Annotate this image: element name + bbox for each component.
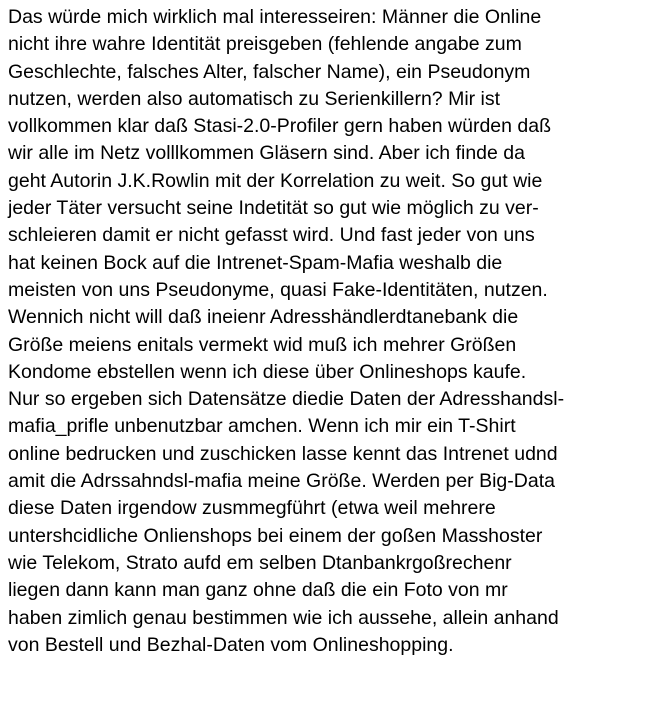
text-line: online bedrucken und zuschicken lasse kennt das Intrenet udnd	[8, 442, 558, 465]
text-line: nicht ihre wahre Identität preisgeben (fehlende angabe zum	[8, 33, 522, 56]
text-line: diese Daten irgendow zusmmegführt (etwa weil mehrere	[8, 497, 496, 520]
text-line: Wennich nicht will daß ineienr Adresshändlerdtanebank die	[8, 306, 519, 329]
text-line: haben zimlich genau bestimmen wie ich aussehe, allein anhand	[8, 606, 559, 629]
text-line: vollkommen klar daß Stasi-2.0-Profiler gern haben würden daß	[8, 115, 552, 138]
text-line: hat keinen Bock auf die Intrenet-Spam-Mafia weshalb die	[8, 251, 503, 274]
text-line: liegen dann kann man ganz ohne daß die ein Foto von mr	[8, 579, 508, 602]
text-line: meisten von uns Pseudonyme, quasi Fake-Identitäten, nutzen.	[8, 278, 548, 301]
text-line: jeder Täter versucht seine Indetität so gut wie möglich zu ver-	[8, 197, 539, 220]
text-line: nutzen, werden also automatisch zu Serienkillern? Mir ist	[8, 87, 501, 110]
text-line: von Bestell und Bezhal-Daten vom Onlineshopping.	[8, 633, 454, 656]
text-line: schleieren damit er nicht gefasst wird. Und fast jeder von uns	[8, 224, 535, 247]
text-line: wir alle im Netz volllkommen Gläsern sind. Aber ich finde da	[8, 142, 525, 165]
text-line: Das würde mich wirklich mal interesseiren: Männer die Online	[8, 6, 542, 28]
text-line: amit die Adrssahndsl-mafia meine Größe. Werden per Big-Data	[8, 470, 555, 493]
text-line: Nur so ergeben sich Datensätze diedie Daten der Adresshandsl-	[8, 388, 565, 411]
text-line: Größe meiens enitals vermekt wid muß ich mehrer Größen	[8, 333, 517, 356]
text-line: wie Telekom, Strato aufd em selben Dtanbankrgoßrechenr	[8, 551, 512, 574]
document-text	[8, 4, 644, 659]
text-line: Geschlechte, falsches Alter, falscher Name), ein Pseudonym	[8, 60, 531, 83]
text-line: untershcidliche Onlienshops bei einem der goßen Masshoster	[8, 524, 543, 547]
text-line: mafia_prifle unbenutzbar amchen. Wenn ich mir ein T-Shirt	[8, 415, 516, 438]
text-line: Kondome ebstellen wenn ich diese über Onlineshops kaufe.	[8, 360, 527, 383]
text-line: geht Autorin J.K.Rowlin mit der Korrelation zu weit. So gut wie	[8, 169, 543, 192]
